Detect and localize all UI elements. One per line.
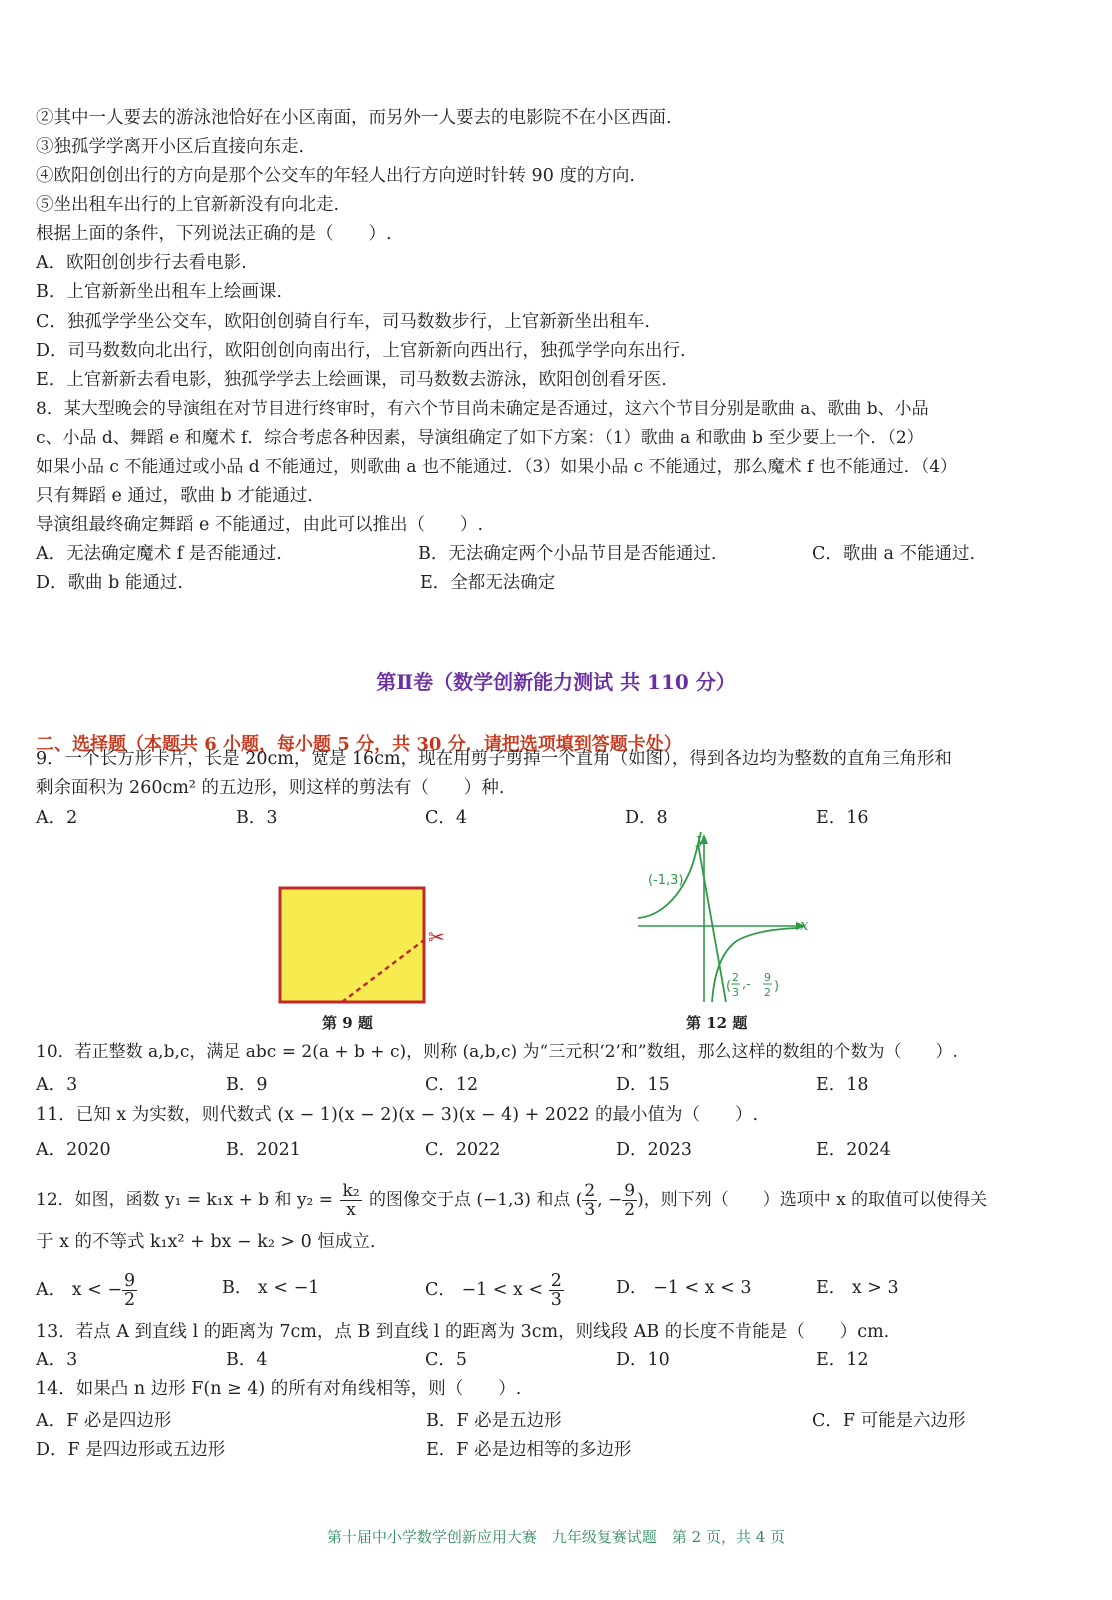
q11-line: 11．已知 x 为实数，则代数式 (x − 1)(x − 2)(x − 3)(x − 4) + 2022 的最小值为（ ）.: [36, 1105, 759, 1125]
q8-option-b: B．无法确定两个小品节目是否能通过.: [418, 544, 717, 564]
q12-fraction-9-2: [622, 1182, 637, 1219]
scissors-icon: ✂: [428, 925, 445, 949]
q10-line: 10．若正整数 a,b,c，满足 abc = 2(a + b + c)，则称 (a,b,c) 为“三元积‘2’和”数组，那么这样的数组的个数为（ ）.: [36, 1042, 958, 1062]
q11-option-d: D．2023: [616, 1140, 693, 1160]
q12-p-num2: 9: [624, 1181, 636, 1201]
q12-option-c-text: C． −1 < x <: [425, 1280, 549, 1300]
q12-option-b: B． x < −1: [222, 1278, 320, 1298]
q7-option-e: E．上官新新去看电影，独孤学学去上绘画课，司马数数去游泳，欧阳创创看牙医.: [36, 370, 667, 390]
q8-line-3: 如果小品 c 不能通过或小品 d 不能通过，则歌曲 a 也不能通过．（3）如果小品 c 不能通过，那么魔术 f 也不能通过．（4）: [36, 457, 958, 477]
q13-option-b: B．4: [226, 1350, 268, 1370]
q8-line-2: c、小品 d、舞蹈 e 和魔术 f．综合考虑各种因素，导演组确定了如下方案：（1）歌曲 a 和歌曲 b 至少要上一个．（2）: [36, 428, 924, 448]
q7-option-d: D．司马数数向北出行，欧阳创创向南出行，上官新新向西出行，独孤学学向东出行.: [36, 341, 686, 361]
q7-question: 根据上面的条件，下列说法正确的是（ ）.: [36, 224, 392, 244]
q12-option-c-num: 2: [550, 1271, 562, 1291]
q14-option-e: E．F 必是边相等的多边形: [426, 1440, 632, 1460]
page-footer: 第十届中小学数学创新应用大赛 九年级复赛试题 第 2 页，共 4 页: [326, 1528, 786, 1546]
point-label-2-den2: 2: [764, 986, 771, 999]
q10-option-e: E．18: [816, 1075, 869, 1095]
q9-option-e: E．16: [816, 808, 869, 828]
q14-option-a: A．F 必是四边形: [36, 1411, 172, 1431]
q9-line-2: 剩余面积为 260cm² 的五边形，则这样的剪法有（ ）种.: [36, 778, 505, 798]
q12-fraction-k2-over-x: [340, 1182, 361, 1219]
q14-line: 14．如果凸 n 边形 F(n ≥ 4) 的所有对角线相等，则（ ）.: [36, 1379, 522, 1399]
x-axis-label: x: [800, 916, 809, 934]
q10-option-d: D．15: [616, 1075, 670, 1095]
q12-p-sep: , −: [597, 1190, 623, 1210]
point-label-1: (-1,3): [648, 873, 684, 888]
q12-option-e: E． x > 3: [816, 1278, 899, 1298]
q7-option-c: C．独孤学学坐公交车，欧阳创创骑自行车，司马数数步行，上官新新坐出租车.: [36, 312, 650, 332]
q7-option-a: A．欧阳创创步行去看电影.: [36, 253, 247, 273]
q13-line: 13．若点 A 到直线 l 的距离为 7cm，点 B 到直线 l 的距离为 3cm，则线段 AB 的长度不肯能是（ ）cm.: [36, 1322, 890, 1342]
q12-p-num1: 2: [584, 1181, 596, 1201]
section-heading: 二、选择题（本题共 6 小题，每小题 5 分，共 30 分．请把选项填到答题卡处）: [36, 734, 682, 755]
q8-option-c: C．歌曲 a 不能通过.: [812, 544, 976, 564]
point-label-2-close: ): [774, 979, 780, 994]
q10-option-a: A．3: [36, 1075, 78, 1095]
q12-option-a: [36, 1272, 137, 1309]
q7-condition-2: ②其中一人要去的游泳池恰好在小区南面，而另外一人要去的电影院不在小区西面.: [36, 108, 672, 128]
q11-option-a: A．2020: [36, 1140, 111, 1160]
q12-text-b: 的图像交于点 (−1,3) 和点 (: [363, 1190, 583, 1210]
q7-option-b: B．上官新新坐出租车上绘画课.: [36, 282, 282, 302]
q12-text-a: 12．如图，函数 y₁ = k₁x + b 和 y₂ =: [36, 1190, 339, 1210]
q13-option-d: D．10: [616, 1350, 670, 1370]
q12-p-den2: 2: [624, 1200, 636, 1220]
q12-p-den1: 3: [584, 1200, 596, 1220]
q12-option-a-den: 2: [124, 1290, 136, 1310]
y-axis-label: y: [696, 830, 705, 848]
figure-9: [270, 880, 460, 1010]
q12-line-1: [36, 1182, 987, 1219]
figure-12-caption: 第 12 题: [686, 1014, 748, 1032]
q13-option-a: A．3: [36, 1350, 78, 1370]
q12-fraction-2-3: [582, 1182, 597, 1219]
q12-option-a-text: A． x < −: [36, 1280, 123, 1300]
q13-option-c: C．5: [425, 1350, 468, 1370]
q9-line-1: 9．一个长方形卡片，长是 20cm，宽是 16cm，现在用剪子剪掉一个直角（如图），得到各边均为整数的直角三角形和: [36, 749, 952, 769]
q11-option-c: C．2022: [425, 1140, 501, 1160]
point-label-2-den1: 3: [732, 986, 739, 999]
section-title: 第Ⅱ卷（数学创新能力测试 共 110 分）: [376, 670, 736, 694]
q14-option-b: B．F 必是五边形: [426, 1411, 562, 1431]
q7-condition-5: ⑤坐出租车出行的上官新新没有向北走.: [36, 195, 340, 215]
point-label-2-num1: 2: [732, 971, 739, 984]
q9-option-b: B．3: [236, 808, 278, 828]
q8-line-1: 8．某大型晚会的导演组在对节目进行终审时，有六个节目尚未确定是否通过，这六个节目分别是歌曲 a、歌曲 b、小品: [36, 399, 929, 419]
q12-frac-num: k₂: [342, 1181, 360, 1201]
q8-line-4: 只有舞蹈 e 通过，歌曲 b 才能通过.: [36, 486, 313, 506]
q12-line-2: 于 x 的不等式 k₁x² + bx − k₂ > 0 恒成立.: [36, 1232, 376, 1252]
q10-option-c: C．12: [425, 1075, 479, 1095]
point-label-2-open: (: [726, 979, 732, 994]
line-y1: [698, 844, 726, 1002]
point-label-2-num2: 9: [764, 971, 771, 984]
q14-option-c: C．F 可能是六边形: [812, 1411, 966, 1431]
q14-option-d: D．F 是四边形或五边形: [36, 1440, 226, 1460]
q7-condition-4: ④欧阳创创出行的方向是那个公交车的年轻人出行方向逆时针转 90 度的方向.: [36, 166, 635, 186]
figure-12: [630, 826, 820, 1006]
q12-text-c: )，则下列（ ）选项中 x 的取值可以使得关: [637, 1190, 988, 1210]
yellow-card-rectangle: [280, 888, 424, 1002]
q8-option-d: D．歌曲 b 能通过.: [36, 573, 183, 593]
q12-option-c-den: 3: [550, 1290, 562, 1310]
q9-option-a: A．2: [36, 808, 78, 828]
figure-9-caption: 第 9 题: [322, 1014, 373, 1032]
q11-option-b: B．2021: [226, 1140, 301, 1160]
point-label-2-sep: ,-: [742, 977, 751, 992]
q9-option-d: D．8: [625, 808, 668, 828]
q7-condition-3: ③独孤学学离开小区后直接向东走.: [36, 137, 305, 157]
q12-option-c: [425, 1272, 564, 1309]
q12-option-a-num: 9: [124, 1271, 136, 1291]
q9-option-c: C．4: [425, 808, 468, 828]
q12-option-c-fraction: [549, 1272, 564, 1309]
q8-option-e: E．全都无法确定: [420, 573, 556, 593]
q13-option-e: E．12: [816, 1350, 869, 1370]
q11-option-e: E．2024: [816, 1140, 891, 1160]
q12-option-a-fraction: [122, 1272, 137, 1309]
q10-option-b: B．9: [226, 1075, 268, 1095]
q12-frac-den: x: [346, 1200, 356, 1220]
q8-option-a: A．无法确定魔术 f 是否能通过.: [36, 544, 282, 564]
q8-question: 导演组最终确定舞蹈 e 不能通过，由此可以推出（ ）.: [36, 515, 484, 535]
q12-option-d: D． −1 < x < 3: [616, 1278, 752, 1298]
